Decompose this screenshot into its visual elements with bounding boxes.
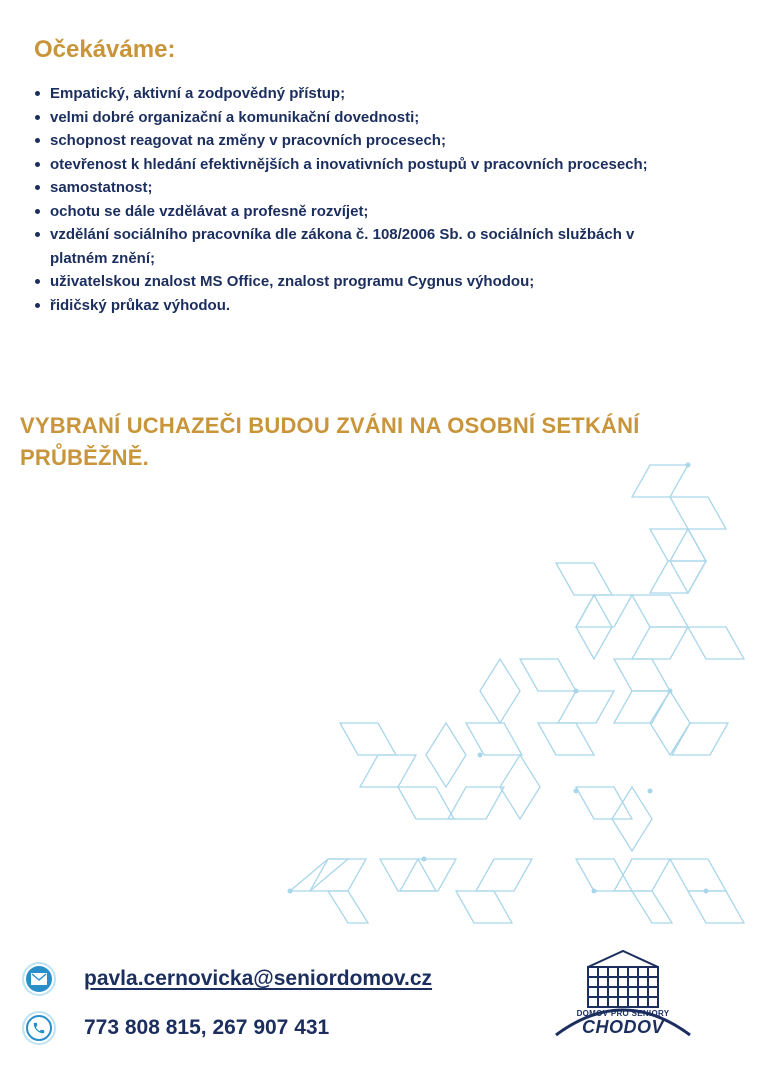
- email-link[interactable]: pavla.cernovicka@seniordomov.cz: [84, 967, 433, 990]
- list-item: uživatelskou znalost MS Office, znalost programu Cygnus výhodou;: [50, 270, 670, 294]
- notice-line-1: VYBRANÍ UCHAZEČI BUDOU ZVÁNI NA OSOBNÍ SETKÁNÍ: [20, 413, 640, 438]
- logo-subtitle: DOMOV PRO SENIORY: [576, 1009, 670, 1018]
- logo-name: CHODOV: [581, 1017, 664, 1037]
- envelope-icon: [26, 966, 52, 992]
- phone-numbers: 773 808 815, 267 907 431: [84, 1016, 330, 1039]
- phone-icon-badge: [22, 1011, 56, 1045]
- list-item: ochotu se dále vzdělávat a profesně rozvíjet;: [50, 200, 670, 224]
- list-item: Empatický, aktivní a zodpovědný přístup;: [50, 82, 670, 106]
- phone-row: [22, 1011, 329, 1045]
- decorative-diamond-pattern: [280, 455, 760, 935]
- organization-logo: [548, 945, 698, 1045]
- section-heading: Očekáváme:: [34, 36, 176, 63]
- list-item: řidičský průkaz výhodou.: [50, 294, 670, 318]
- pattern-cubes: [290, 465, 744, 923]
- requirements-list: [50, 82, 670, 317]
- notice-line-2: PRŮBĚŽNĚ.: [20, 445, 149, 470]
- email-icon-badge: [22, 962, 56, 996]
- list-item: otevřenost k hledání efektivnějších a inovativních postupů v pracovních procesech;: [50, 153, 670, 177]
- list-item: samostatnost;: [50, 176, 670, 200]
- list-item: schopnost reagovat na změny v pracovních procesech;: [50, 129, 670, 153]
- list-item: vzdělání sociálního pracovníka dle zákona č. 108/2006 Sb. o sociálních službách v platném znění;: [50, 223, 670, 270]
- phone-icon: [26, 1015, 52, 1041]
- email-row: [22, 962, 432, 996]
- list-item: velmi dobré organizační a komunikační dovednosti;: [50, 106, 670, 130]
